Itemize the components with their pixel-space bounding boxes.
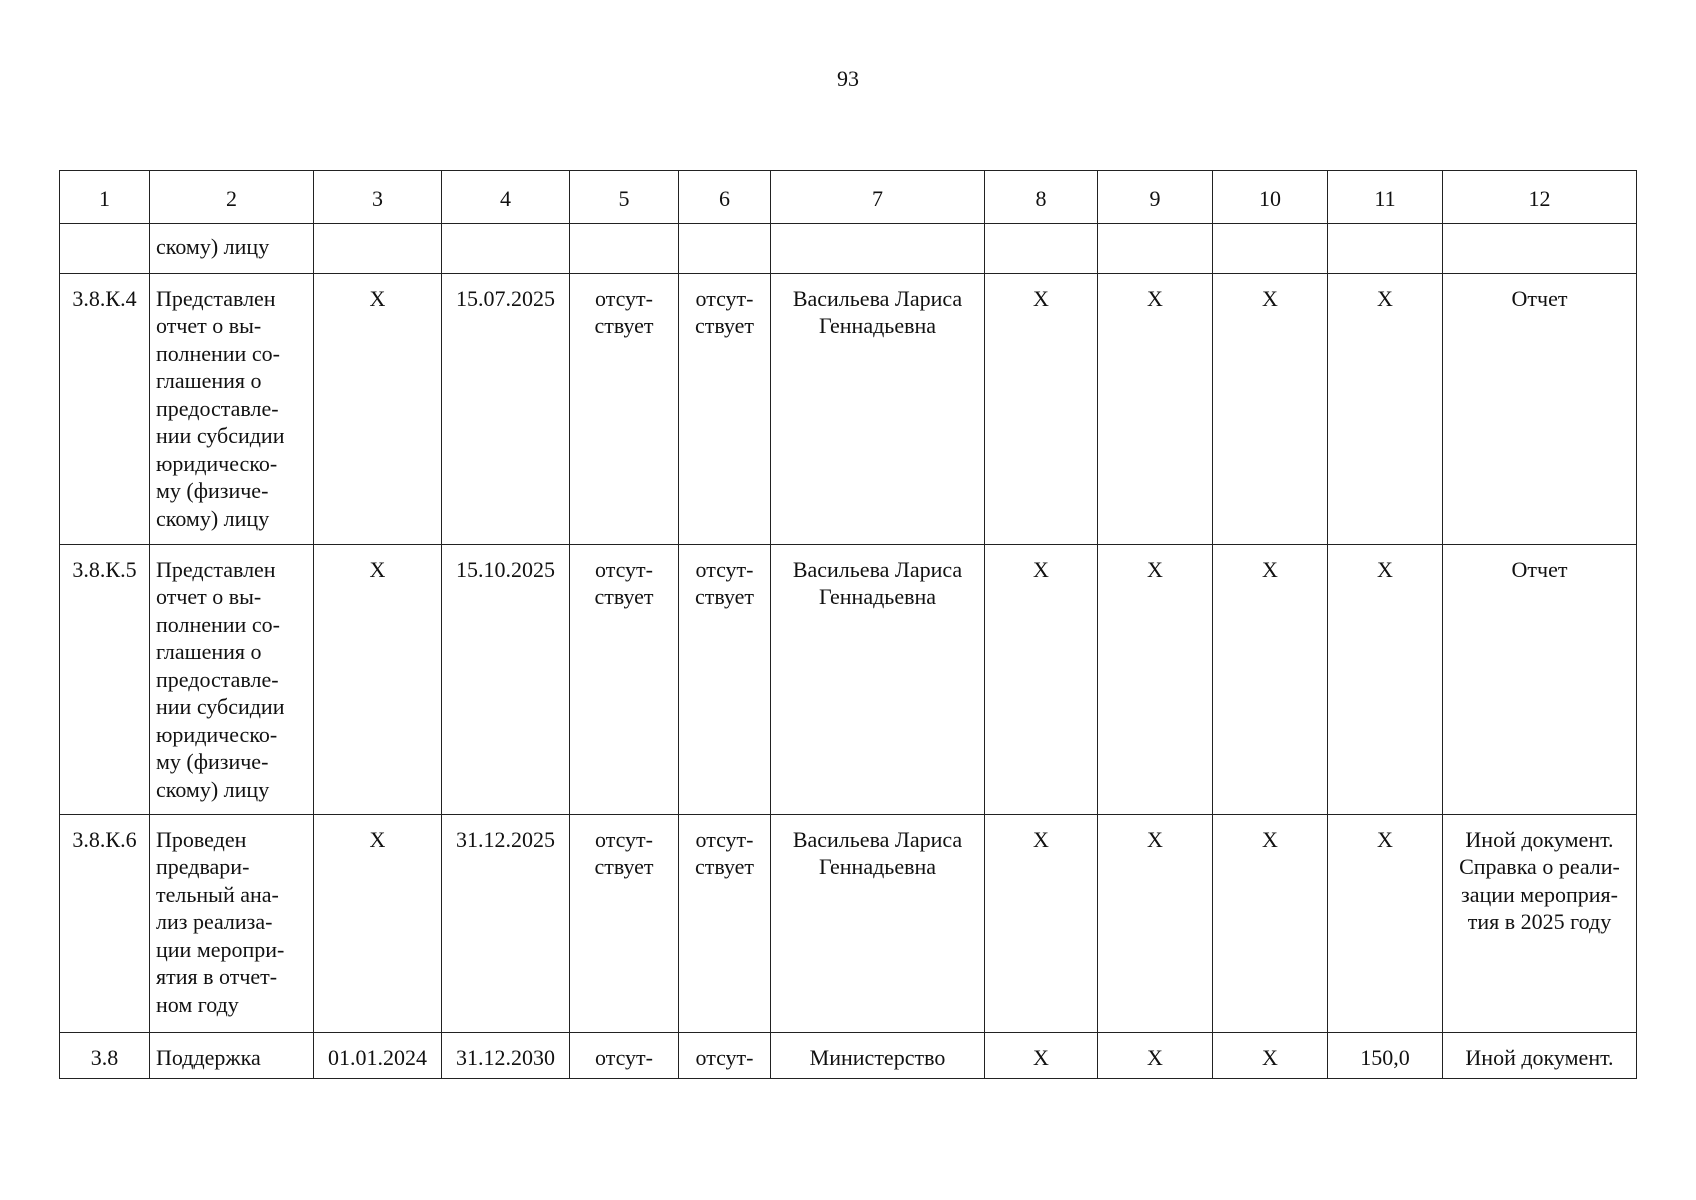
description-line: Поддержка [156, 1044, 261, 1070]
description-line: лиз реализа- [156, 909, 273, 934]
header-cell: 7 [771, 171, 985, 224]
description-line: му (физиче- [156, 478, 269, 503]
description-line: юридическо- [156, 450, 278, 476]
responsible-cell [771, 273, 985, 544]
table-cell: X [314, 544, 442, 814]
description-line: Проведен [156, 826, 247, 852]
description-line: ции меропри- [156, 936, 285, 962]
header-cell: 3 [314, 171, 442, 224]
description-line: юридическо- [156, 721, 278, 747]
table-cell: X [1213, 814, 1328, 1032]
cell-line: Геннадьевна [818, 313, 937, 338]
description-line: отчет о вы- [156, 584, 262, 609]
cell-line: отсут- [695, 1044, 754, 1070]
description-line: ном году [156, 991, 239, 1017]
description-line: глашения о [156, 639, 262, 664]
description-line: предоставле- [156, 395, 279, 421]
table-cell: X [1328, 273, 1443, 544]
table-cell: X [1328, 544, 1443, 814]
table-cell: X [1098, 273, 1213, 544]
table-cell [679, 223, 771, 273]
cell-line: отсут- [594, 826, 653, 852]
table-cell [771, 223, 985, 273]
cell-line: Отчет [1511, 556, 1568, 582]
cell-line: Васильева Лариса [792, 285, 963, 311]
cell-line: Иной документ. [1465, 826, 1614, 852]
header-cell: 11 [1328, 171, 1443, 224]
table-cell [985, 223, 1098, 273]
date-cell: 15.10.2025 [442, 544, 570, 814]
description-line: предоставле- [156, 666, 279, 692]
description-line: полнении со- [156, 340, 280, 366]
table-cell: X [985, 1032, 1098, 1079]
table-cell: X [314, 814, 442, 1032]
description-line: скому) лицу [156, 505, 270, 531]
cell-line: ствует [694, 584, 755, 609]
document-table [59, 170, 1637, 1079]
table-cell: X [1098, 1032, 1213, 1079]
description-line: Представлен [156, 285, 276, 311]
table-cell: X [1328, 814, 1443, 1032]
description-line: нии субсидии [156, 423, 285, 448]
cell-line: ствует [594, 854, 654, 879]
description-line: тельный ана- [156, 881, 279, 907]
document-type-cell [1443, 814, 1637, 1032]
table-cell: X [1098, 544, 1213, 814]
cell-line: отсут- [695, 285, 754, 311]
responsible-cell [771, 814, 985, 1032]
description-line: предвари- [156, 854, 250, 879]
document-type-cell [1443, 273, 1637, 544]
cell-line: отсут- [695, 556, 754, 582]
header-cell: 5 [570, 171, 679, 224]
cell-line: Министерство [809, 1044, 946, 1070]
table-cell: X [985, 814, 1098, 1032]
responsible-cell [771, 1032, 985, 1079]
cell-line: отсут- [695, 826, 754, 852]
document-type-cell [1443, 544, 1637, 814]
table-row [60, 1032, 1637, 1079]
cell-line: Геннадьевна [818, 854, 937, 879]
table-cell [442, 223, 570, 273]
row-number-cell: 3.8 [60, 1032, 150, 1079]
table-cell: X [1098, 814, 1213, 1032]
table-cell [314, 223, 442, 273]
header-cell: 4 [442, 171, 570, 224]
description-line: ятия в отчет- [156, 964, 278, 989]
header-cell: 6 [679, 171, 771, 224]
table-cell: X [1213, 1032, 1328, 1079]
header-cell: 1 [60, 171, 150, 224]
table-cell: X [314, 273, 442, 544]
cell-line: Геннадьевна [818, 584, 937, 609]
table-row [60, 814, 1637, 1032]
row-number-cell: 3.8.К.6 [60, 814, 150, 1032]
cell-line: зации мероприя- [1461, 881, 1618, 907]
table-cell [570, 223, 679, 273]
table-cell-description [150, 273, 314, 544]
table-cell [1213, 223, 1328, 273]
table-cell [570, 1032, 679, 1079]
date-cell: 31.12.2030 [442, 1032, 570, 1079]
cell-line: ствует [694, 313, 755, 338]
table-cell: X [985, 544, 1098, 814]
table-cell [570, 814, 679, 1032]
table-cell [570, 273, 679, 544]
cell-line: ствует [594, 313, 654, 338]
table-cell-description [150, 814, 314, 1032]
cell-line: отсут- [594, 1044, 653, 1070]
cell-line: Васильева Лариса [792, 826, 963, 852]
row-number-cell: 3.8.К.5 [60, 544, 150, 814]
description-line: нии субсидии [156, 694, 285, 719]
description-line: Представлен [156, 556, 276, 582]
date-cell: 01.01.2024 [314, 1032, 442, 1079]
description-line: му (физиче- [156, 749, 269, 774]
page-number: 93 [837, 66, 859, 91]
cell-line: отсут- [594, 285, 653, 311]
cell-line: тия в 2025 году [1467, 909, 1612, 934]
header-cell: 8 [985, 171, 1098, 224]
responsible-cell [771, 544, 985, 814]
date-cell: 15.07.2025 [442, 273, 570, 544]
cell-line: ствует [694, 854, 755, 879]
cell-line: Справка о реали- [1459, 854, 1620, 879]
table-cell-description [150, 1032, 314, 1079]
description-line: полнении со- [156, 611, 280, 637]
date-cell: 31.12.2025 [442, 814, 570, 1032]
table-cell [1443, 223, 1637, 273]
table-cell-description: скому) лицу [150, 223, 314, 273]
header-cell: 12 [1443, 171, 1637, 224]
cell-line: Иной документ. [1465, 1044, 1614, 1070]
table-header-row [60, 171, 1637, 224]
cell-line: ствует [594, 584, 654, 609]
amount-cell: 150,0 [1328, 1032, 1443, 1079]
row-number-cell: 3.8.К.4 [60, 273, 150, 544]
table-cell: X [985, 273, 1098, 544]
table-cell-description [150, 544, 314, 814]
description-line: скому) лицу [156, 776, 270, 802]
document-type-cell [1443, 1032, 1637, 1079]
table-row-continuation [60, 223, 1637, 273]
table-row [60, 273, 1637, 544]
table-cell [1328, 223, 1443, 273]
cell-line: отсут- [594, 556, 653, 582]
cell-line: Васильева Лариса [792, 556, 963, 582]
table-cell [679, 544, 771, 814]
header-cell: 9 [1098, 171, 1213, 224]
description-line: отчет о вы- [156, 313, 262, 338]
table-cell [679, 1032, 771, 1079]
cell-line: Отчет [1511, 285, 1568, 311]
table-cell: X [1213, 544, 1328, 814]
table-cell [60, 223, 150, 273]
header-cell: 10 [1213, 171, 1328, 224]
table-cell [1098, 223, 1213, 273]
table-cell [679, 273, 771, 544]
table-cell: X [1213, 273, 1328, 544]
table-cell [570, 544, 679, 814]
table-cell [679, 814, 771, 1032]
description-line: глашения о [156, 368, 262, 393]
header-cell: 2 [150, 171, 314, 224]
table-row [60, 544, 1637, 814]
